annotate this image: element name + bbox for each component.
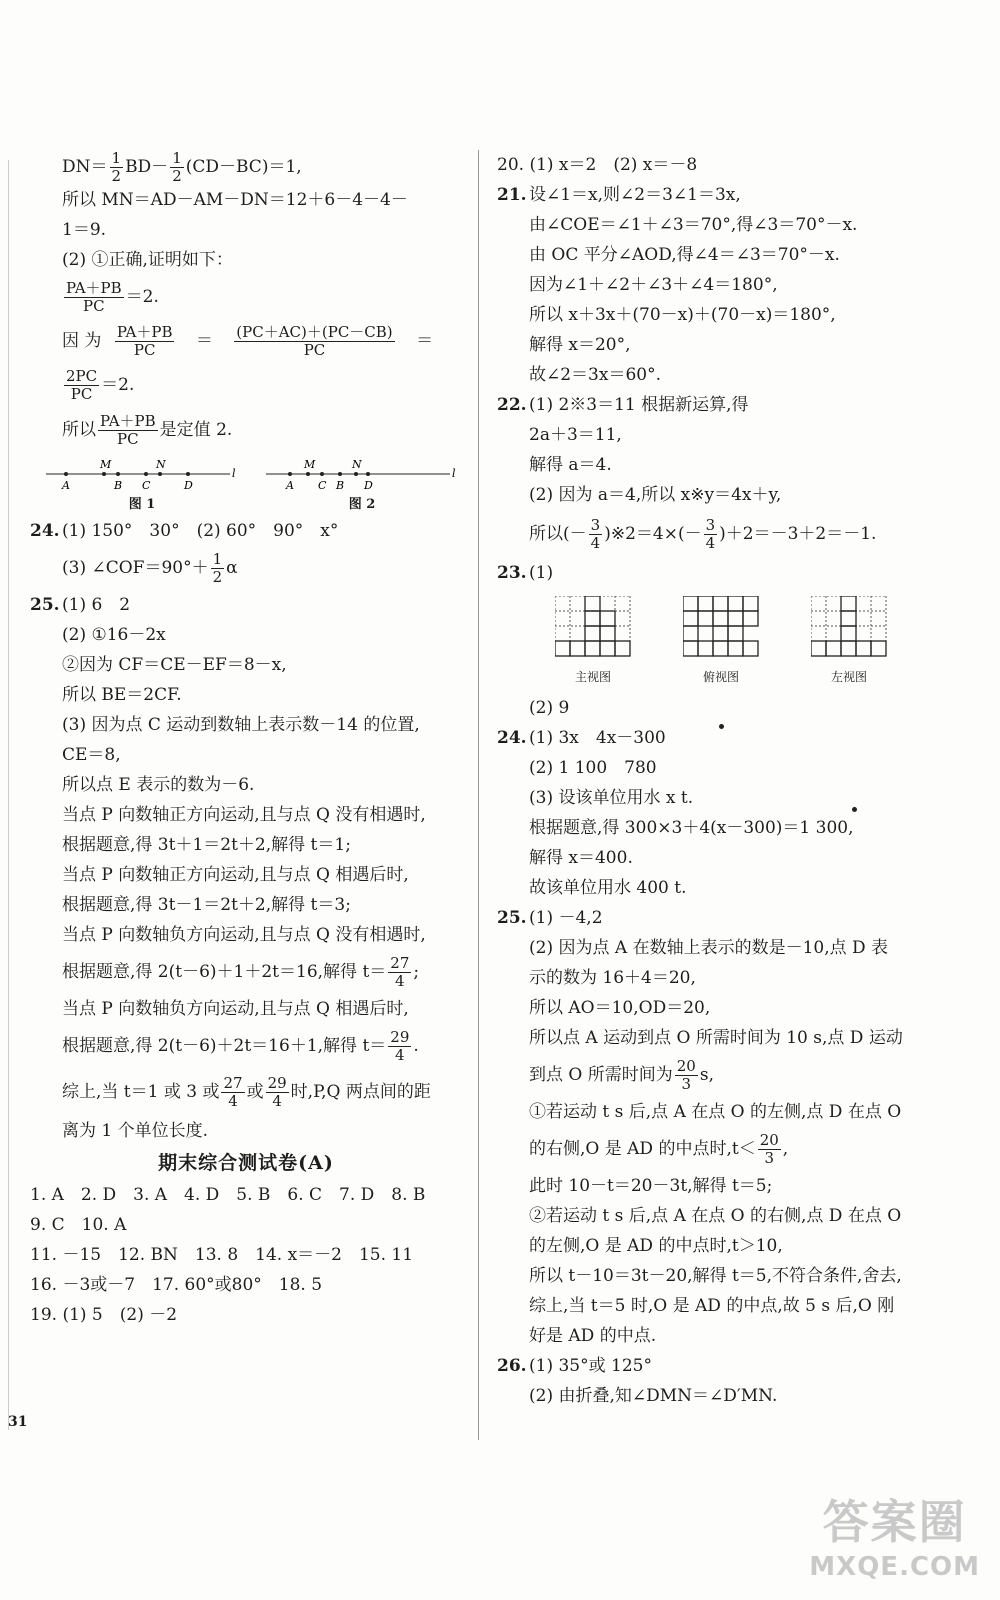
svg-text:D: D	[184, 479, 193, 492]
q23-line-b: (2) 9	[529, 698, 570, 718]
svg-text:N: N	[156, 459, 166, 471]
svg-text:M: M	[304, 459, 316, 471]
watermark-url: MXQE.COM	[809, 1552, 980, 1582]
part2-heading: (2) ①正确,证明如下：	[62, 250, 233, 270]
q24-line-c: (3) 设该单位用水 x t.	[529, 788, 694, 808]
q21-line-b: 由∠COE＝∠1＋∠3＝70°,得∠3＝70°－x.	[529, 215, 858, 235]
svg-text:l: l	[452, 467, 456, 480]
answers-row-5: 19. (1) 5 (2) －2	[30, 1305, 178, 1325]
q25-line-b: (2) ①16－2x	[62, 625, 166, 645]
answers-row-3: 11. －15 12. BN 13. 8 14. x＝－2 15. 11	[30, 1245, 414, 1265]
mn-line: 所以 MN＝AD－AM－DN＝12＋6－4－4－	[62, 190, 408, 210]
answers-row-4: 16. －3或－7 17. 60°或80° 18. 5	[30, 1275, 323, 1295]
mn-line-2: 1＝9.	[62, 220, 107, 240]
q25-line-j: 当点 P 向数轴正方向运动,且与点 Q 相遇后时,	[62, 865, 409, 885]
q24-part1: 24. (1) 150° 30° (2) 60° 90° x°	[30, 521, 339, 541]
q25-line-h: 当点 P 向数轴正方向运动,且与点 Q 没有相遇时,	[62, 805, 426, 825]
two-pc-line: $\frac{2PC}{PC}$ ＝2.	[66, 367, 135, 403]
top-view	[683, 596, 759, 685]
q24-line-e: 解得 x＝400.	[529, 848, 633, 868]
q22-line-c: 解得 a＝4.	[529, 455, 612, 475]
q25-summary-2: 离为 1 个单位长度.	[62, 1121, 209, 1141]
q25-line-c: ②因为 CF＝CE－EF＝8－x,	[62, 655, 287, 675]
svg-text:M: M	[100, 459, 112, 471]
q25-line-d: 所以 BE＝2CF.	[62, 685, 182, 705]
q25r-line-m: 综上,当 t＝5 时,O 是 AD 的中点,故 5 s 后,O 刚	[529, 1296, 895, 1316]
q25-line-p: 根据题意,得 2(t－6)＋2t＝16＋1,解得 t＝ $\frac{29}{4}$ .	[62, 1028, 419, 1064]
q21-line-d: 因为∠1＋∠2＋∠3＋∠4＝180°,	[529, 275, 778, 295]
conclusion-line: 所以 $\frac{PA+PB}{PC}$ 是定值 2.	[62, 412, 233, 448]
svg-text:A: A	[286, 479, 294, 492]
top-view-caption: 俯视图	[702, 670, 739, 684]
q25r-line-k: 的左侧,O 是 AD 的中点时,t＞10,	[529, 1236, 783, 1256]
q24-line-f: 故该单位用水 400 t.	[529, 878, 687, 898]
left-view-grid	[811, 596, 887, 668]
q21-line-a: 21. 设∠1＝x,则∠2＝3∠1＝3x,	[497, 185, 741, 205]
answers-row-1: 1. A 2. D 3. A 4. D 5. B 6. C 7. D 8. B	[30, 1185, 426, 1205]
watermark	[809, 1486, 980, 1582]
q21-line-f: 解得 x＝20°,	[529, 335, 631, 355]
right-column	[497, 150, 967, 1411]
number-line-1	[44, 459, 240, 493]
q26-line-b: (2) 由折叠,知∠DMN＝∠D′MN.	[529, 1386, 778, 1406]
q25r-line-o: 好是 AD 的中点.	[529, 1326, 657, 1346]
q25-line-g: 所以点 E 表示的数为－6.	[62, 775, 255, 795]
ink-speck	[719, 724, 724, 729]
q23-line-a: 23. (1)	[497, 563, 554, 583]
figure-1	[44, 459, 240, 512]
svg-text:N: N	[352, 459, 362, 471]
q24-part3: (3) ∠COF＝90°＋ $\frac{1}{2}$ α	[62, 550, 238, 586]
q21-line-c: 由 OC 平分∠AOD,得∠4＝∠3＝70°－x.	[529, 245, 840, 265]
q25r-line-l: 所以 t－10＝3t－20,解得 t＝5,不符合条件,舍去,	[529, 1266, 902, 1286]
left-view	[811, 596, 887, 685]
ratio-line: $\frac{PA+PB}{PC}$ ＝2.	[66, 279, 159, 315]
page-number: 31	[8, 1414, 28, 1430]
figure-2	[264, 459, 460, 512]
left-margin-rule	[8, 160, 9, 1430]
q21-line-g: 故∠2＝3x＝60°.	[529, 365, 661, 385]
q25r-line-f: 到点 O 所需时间为 $\frac{20}{3}$ s,	[529, 1057, 714, 1093]
q25-line-k: 根据题意,得 3t－1＝2t＋2,解得 t＝3;	[62, 895, 351, 915]
section-title: 期末综合测试卷(A)	[158, 1152, 334, 1174]
q25r-line-i: 此时 10－t＝20－3t,解得 t＝5;	[529, 1176, 773, 1196]
number-line-figures	[30, 459, 462, 512]
svg-text:B: B	[336, 479, 345, 492]
svg-text:B: B	[114, 479, 123, 492]
q25-line-m: 根据题意,得 2(t－6)＋1＋2t＝16,解得 t＝ $\frac{27}{4}$ ;	[62, 954, 420, 990]
q25-line-a: 25. (1) －4,2	[497, 908, 603, 928]
q25r-line-d: 所以 AO＝10,OD＝20,	[529, 998, 711, 1018]
q22-line-a: 22. (1) 2※3＝11 根据新运算,得	[497, 395, 749, 415]
q25-summary: 综上,当 t＝1 或 3 或 $\frac{27}{4}$ 或 $\frac{29}{4}$ 时,P,Q 两点间的距	[62, 1074, 431, 1110]
q21-line-e: 所以 x＋3x＋(70－x)＋(70－x)＝180°,	[529, 305, 836, 325]
figure-1-caption: 图 1	[128, 497, 156, 512]
number-line-2	[264, 459, 460, 493]
q22-line-b: 2a＋3＝11,	[529, 425, 622, 445]
q25r-line-b: (2) 因为点 A 在数轴上表示的数是－10,点 D 表	[529, 938, 889, 958]
dn-equation: DN＝ $\frac{1}{2}$ BD－ $\frac{1}{2}$ (CD－BC)＝1,	[62, 149, 302, 185]
q25r-line-e: 所以点 A 运动到点 O 所需时间为 10 s,点 D 运动	[529, 1028, 903, 1048]
q25-line-e: (3) 因为点 C 运动到数轴上表示数－14 的位置,	[62, 715, 420, 735]
left-column	[30, 150, 462, 1330]
column-divider	[478, 150, 479, 1440]
because-line: 因 为 $\frac{PA+PB}{PC}$ ＝ $\frac{(PC+AC)+(PC-CB)}{PC}$ ＝	[62, 323, 434, 359]
q24-line-a: 24. (1) 3x 4x－300	[497, 728, 666, 748]
q25r-line-h: 的右侧,O 是 AD 的中点时,t＜ $\frac{20}{3}$ ,	[529, 1131, 789, 1167]
left-view-caption: 左视图	[830, 670, 867, 684]
watermark-logo: 答案圈	[822, 1495, 967, 1549]
q22-line-d: (2) 因为 a＝4,所以 x※y＝4x＋y,	[529, 485, 782, 505]
q25r-line-j: ②若运动 t s 后,点 A 在点 O 的右侧,点 D 在点 O	[529, 1206, 902, 1226]
q20: 20. (1) x＝2 (2) x＝－8	[497, 155, 698, 175]
svg-text:A: A	[62, 479, 70, 492]
q25-line-f: CE＝8,	[62, 745, 121, 765]
svg-text:C: C	[142, 479, 151, 492]
q25r-line-g: ①若运动 t s 后,点 A 在点 O 的左侧,点 D 在点 O	[529, 1102, 902, 1122]
figure-2-caption: 图 2	[348, 497, 376, 512]
q22-line-e: 所以(－ $\frac{3}{4}$ )※2＝4×(－ $\frac{3}{4}$ )＋2＝－3＋2＝－1.	[529, 516, 877, 552]
front-view	[555, 596, 631, 685]
q25-part1: 25. (1) 6 2	[30, 595, 131, 615]
svg-text:D: D	[364, 479, 373, 492]
q25r-line-c: 示的数为 16＋4＝20,	[529, 968, 696, 988]
q25-line-l: 当点 P 向数轴负方向运动,且与点 Q 没有相遇时,	[62, 925, 426, 945]
q25-line-i: 根据题意,得 3t＋1＝2t＋2,解得 t＝1;	[62, 835, 351, 855]
svg-text:C: C	[318, 479, 327, 492]
top-view-grid	[683, 596, 759, 668]
q26-line-a: 26. (1) 35°或 125°	[497, 1356, 652, 1376]
q25-line-o: 当点 P 向数轴负方向运动,且与点 Q 相遇后时,	[62, 999, 409, 1019]
answers-row-2: 9. C 10. A	[30, 1215, 127, 1235]
front-view-grid	[555, 596, 631, 668]
three-views-figure	[497, 596, 967, 685]
front-view-caption: 主视图	[574, 670, 611, 684]
q24-line-b: (2) 1 100 780	[529, 758, 657, 778]
q24-line-d: 根据题意,得 300×3＋4(x－300)＝1 300,	[529, 818, 854, 838]
ink-speck	[852, 807, 857, 812]
svg-text:l: l	[232, 467, 236, 480]
